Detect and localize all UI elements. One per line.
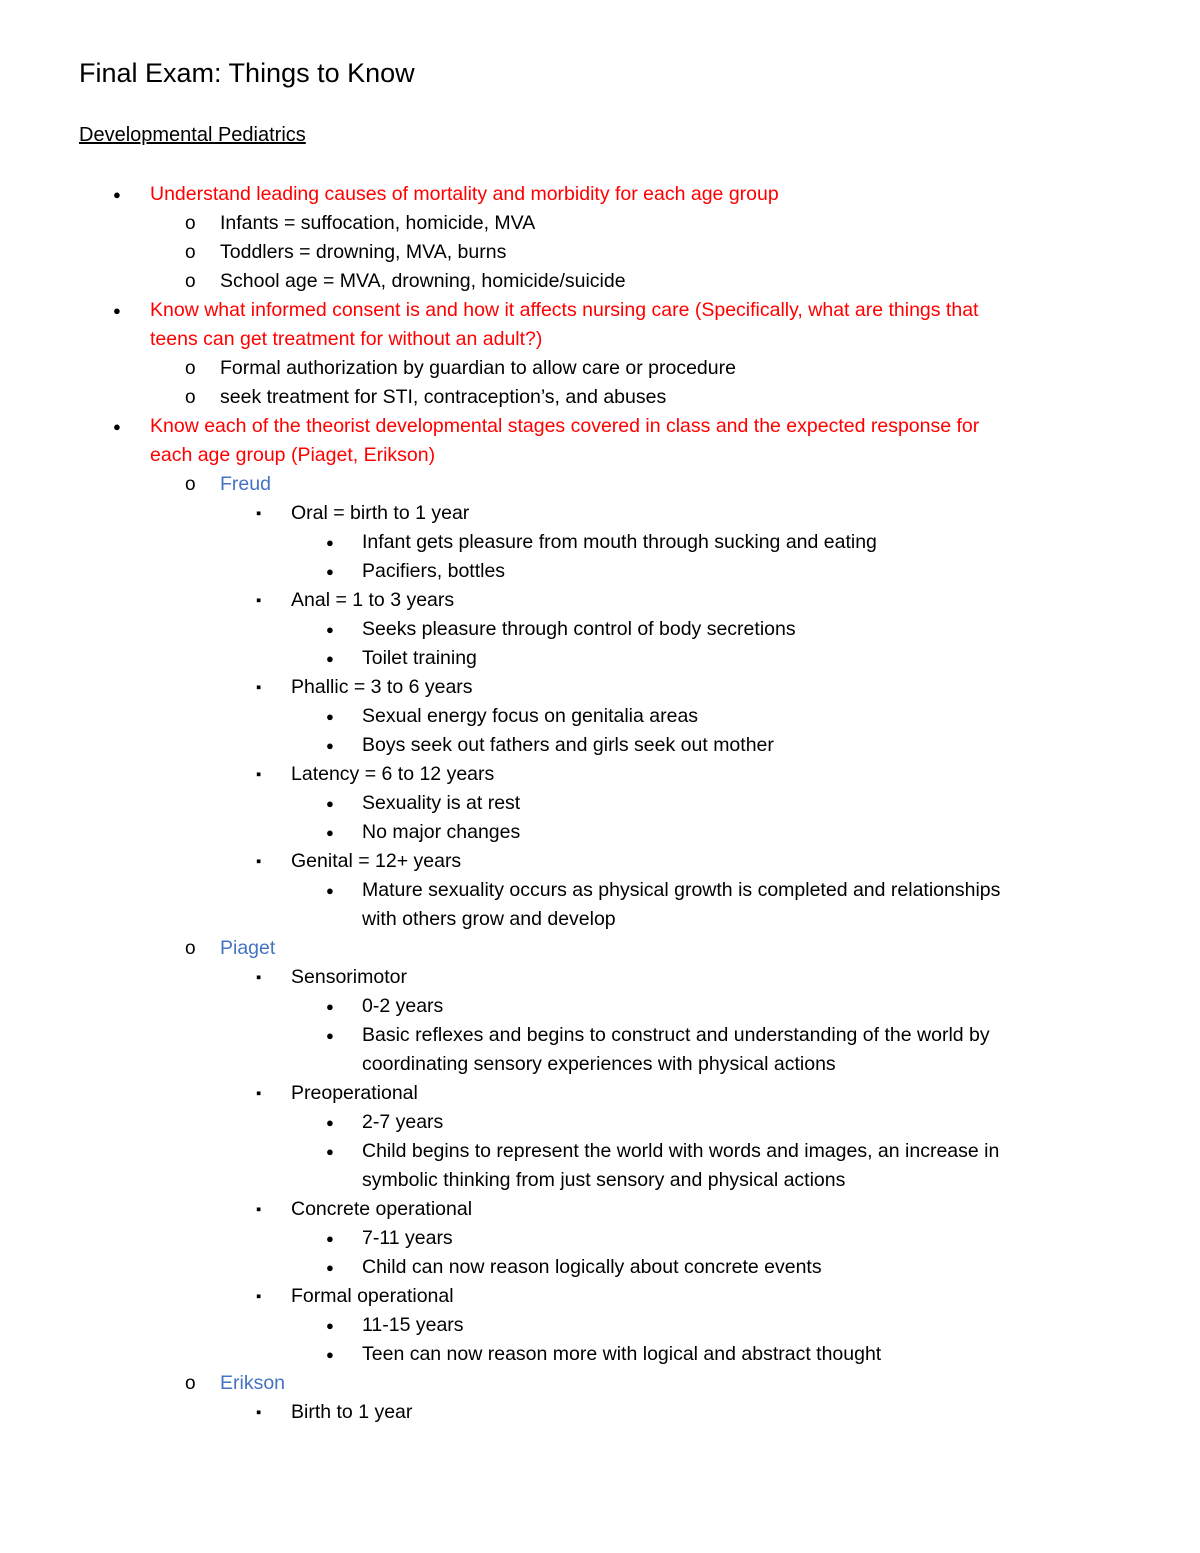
outline-item-text: Child can now reason logically about concrete events [362,1256,822,1278]
square-bullet-icon: ▪ [256,592,262,609]
outline-item-text: Seeks pleasure through control of body secretions [362,618,796,640]
outline-item [0,180,1200,209]
outline-item-text: Child begins to represent the world with words and images, an increase in [362,1140,1000,1162]
outline-item [0,731,1200,760]
circle-bullet-icon: o [185,387,196,408]
bullet-icon: ● [326,651,334,666]
bullet-icon: ● [326,709,334,724]
outline-item [0,1108,1200,1137]
bullet-icon: ● [326,1260,334,1275]
outline-item [0,847,1200,876]
outline-item-text: Infant gets pleasure from mouth through sucking and eating [362,531,877,553]
bullet-icon: ● [113,187,121,202]
outline-item [0,267,1200,296]
outline-item-text: Infants = suffocation, homicide, MVA [220,212,536,234]
square-bullet-icon: ▪ [256,1404,262,1421]
outline-item [0,238,1200,267]
outline-item [0,1021,1200,1050]
outline-item [0,876,1200,905]
outline-item-text: Pacifiers, bottles [362,560,506,582]
square-bullet-icon: ▪ [256,679,262,696]
outline-item [0,470,1200,499]
outline-item [0,1195,1200,1224]
outline-item-text: Freud [220,473,271,495]
outline-item [0,789,1200,818]
outline-item-text: School age = MVA, drowning, homicide/suicide [220,270,626,292]
page-title: Final Exam: Things to Know [79,58,415,88]
outline-item-text: 11-15 years [362,1314,464,1336]
outline-item [0,586,1200,615]
outline-item [0,557,1200,586]
bullet-icon: ● [326,622,334,637]
outline-item-text: with others grow and develop [362,908,616,930]
outline-item-text: 0-2 years [362,995,444,1017]
outline-item-text: Toddlers = drowning, MVA, burns [220,241,507,263]
bullet-icon: ● [326,1318,334,1333]
bullet-icon: ● [326,796,334,811]
outline-item [0,963,1200,992]
outline-item-text: Mature sexuality occurs as physical growth is completed and relationships [362,879,1001,901]
outline-item [0,1137,1200,1166]
circle-bullet-icon: o [185,358,196,379]
outline-item-text: teens can get treatment for without an adult?) [150,328,543,350]
square-bullet-icon: ▪ [256,505,262,522]
bullet-icon: ● [326,1115,334,1130]
bullet-icon: ● [113,303,121,318]
outline-item-text: Toilet training [362,647,477,669]
bullet-icon: ● [326,535,334,550]
outline-item [0,673,1200,702]
circle-bullet-icon: o [185,271,196,292]
outline-item-text: Teen can now reason more with logical and abstract thought [362,1343,882,1365]
outline-item [0,1369,1200,1398]
outline-item-text: Latency = 6 to 12 years [291,763,495,785]
outline-item [0,1050,1200,1079]
bullet-icon: ● [326,1144,334,1159]
outline-item-text: each age group (Piaget, Erikson) [150,444,436,466]
outline-item [0,1166,1200,1195]
bullet-icon: ● [326,1231,334,1246]
circle-bullet-icon: o [185,1373,196,1394]
outline-item-text: Phallic = 3 to 6 years [291,676,473,698]
outline-item [0,1340,1200,1369]
outline-item-text: coordinating sensory experiences with physical actions [362,1053,836,1075]
circle-bullet-icon: o [185,474,196,495]
outline-item-text: Piaget [220,937,276,959]
outline-item-text: symbolic thinking from just sensory and physical actions [362,1169,846,1191]
circle-bullet-icon: o [185,242,196,263]
outline-item [0,1079,1200,1108]
outline-item [0,818,1200,847]
outline-item-text: Boys seek out fathers and girls seek out mother [362,734,774,756]
outline-item [0,1224,1200,1253]
bullet-icon: ● [326,564,334,579]
outline-item-text: Oral = birth to 1 year [291,502,470,524]
outline-item [0,528,1200,557]
outline-list [0,180,1200,1427]
outline-item-text: No major changes [362,821,521,843]
outline-item-text: Sexuality is at rest [362,792,521,814]
outline-item-text: seek treatment for STI, contraception’s, and abuses [220,386,667,408]
bullet-icon: ● [326,1347,334,1362]
bullet-icon: ● [326,1028,334,1043]
outline-item [0,354,1200,383]
outline-item [0,441,1200,470]
outline-item-text: Sensorimotor [291,966,407,988]
circle-bullet-icon: o [185,938,196,959]
outline-item-text: Genital = 12+ years [291,850,462,872]
square-bullet-icon: ▪ [256,1085,262,1102]
outline-item [0,1282,1200,1311]
outline-item-text: Erikson [220,1372,286,1394]
bullet-icon: ● [326,999,334,1014]
outline-item [0,209,1200,238]
square-bullet-icon: ▪ [256,766,262,783]
bullet-icon: ● [326,738,334,753]
outline-item [0,644,1200,673]
outline-item [0,615,1200,644]
outline-item [0,325,1200,354]
outline-item-text: 2-7 years [362,1111,444,1133]
outline-item [0,1253,1200,1282]
outline-item [0,412,1200,441]
square-bullet-icon: ▪ [256,853,262,870]
outline-item-text: Anal = 1 to 3 years [291,589,455,611]
outline-item-text: Understand leading causes of mortality and morbidity for each age group [150,183,779,205]
outline-item [0,296,1200,325]
bullet-icon: ● [326,825,334,840]
bullet-icon: ● [113,419,121,434]
outline-item-text: Birth to 1 year [291,1401,413,1423]
outline-item-text: Formal operational [291,1285,454,1307]
square-bullet-icon: ▪ [256,969,262,986]
outline-item [0,499,1200,528]
outline-item-text: Concrete operational [291,1198,473,1220]
square-bullet-icon: ▪ [256,1288,262,1305]
outline-item-text: Basic reflexes and begins to construct and understanding of the world by [362,1024,990,1046]
bullet-icon: ● [326,883,334,898]
outline-item [0,934,1200,963]
outline-item-text: 7-11 years [362,1227,453,1249]
outline-item [0,905,1200,934]
section-heading: Developmental Pediatrics [79,124,306,146]
square-bullet-icon: ▪ [256,1201,262,1218]
outline-item [0,1311,1200,1340]
circle-bullet-icon: o [185,213,196,234]
outline-item [0,1398,1200,1427]
outline-item-text: Know each of the theorist developmental stages covered in class and the expected response for [150,415,980,437]
outline-item-text: Sexual energy focus on genitalia areas [362,705,699,727]
outline-item-text: Formal authorization by guardian to allow care or procedure [220,357,736,379]
outline-item [0,383,1200,412]
outline-item [0,702,1200,731]
outline-item [0,760,1200,789]
outline-item-text: Preoperational [291,1082,418,1104]
outline-item [0,992,1200,1021]
outline-item-text: Know what informed consent is and how it affects nursing care (Specifically, what are things that [150,299,979,321]
